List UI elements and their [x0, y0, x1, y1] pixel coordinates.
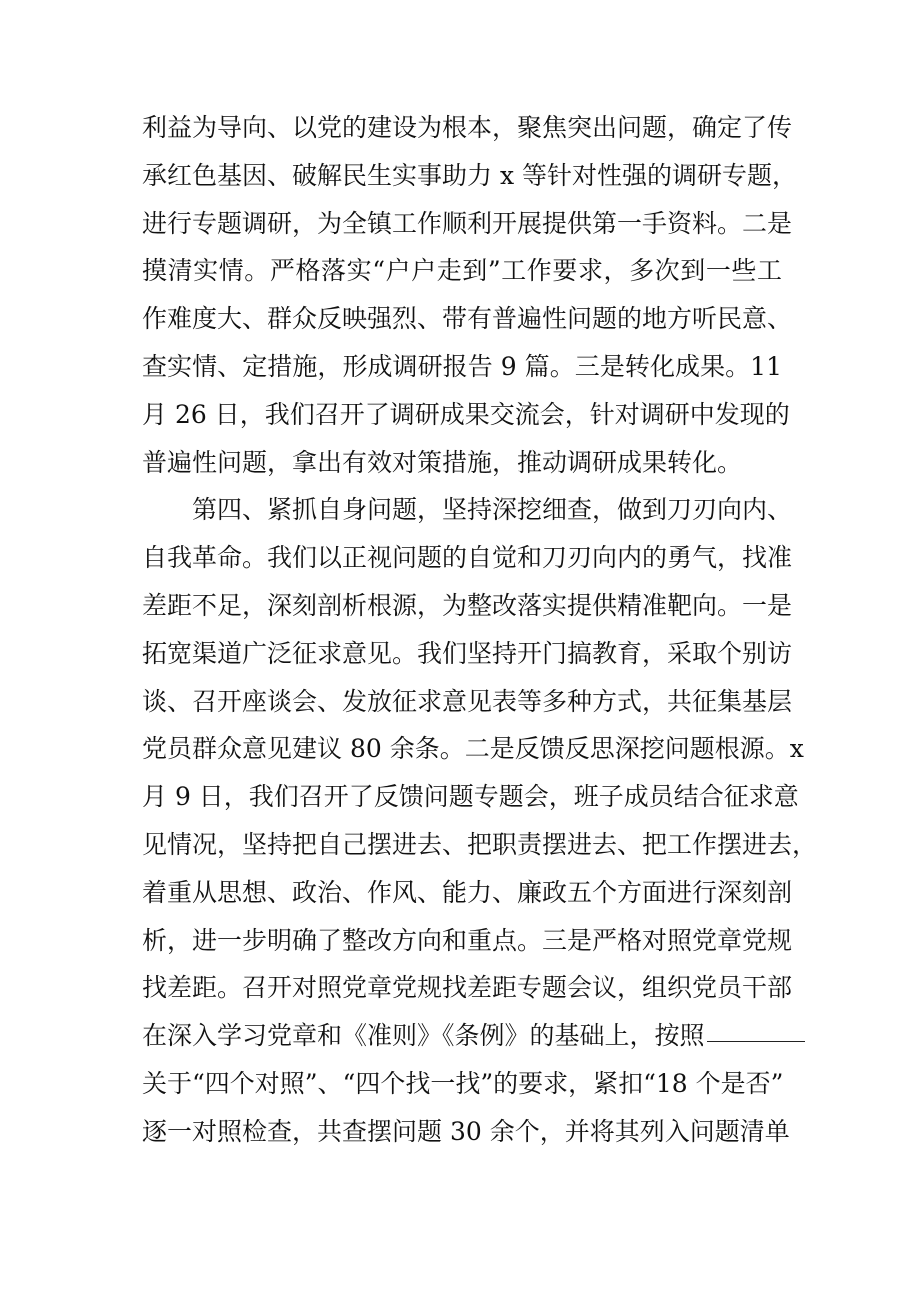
text-line: 找差距。召开对照党章党规找差距专题会议，组织党员干部: [142, 973, 793, 1003]
text-line: 见情况，坚持把自己摆进去、把职责摆进去、把工作摆进去，: [142, 829, 818, 859]
fill-in-blank: [707, 1041, 805, 1042]
text-line: 党员群众意见建议 80 余条。二是反馈反思深挖问题根源。x: [142, 734, 804, 764]
text-line: 月 26 日，我们召开了调研成果交流会，针对调研中发现的: [142, 399, 790, 429]
text-segment: 在深入学习党章和《准则》《条例》的基础上，按照: [142, 1021, 705, 1051]
text-line: 进行专题调研，为全镇工作顺利开展提供第一手资料。二是: [142, 208, 793, 238]
text-line: 自我革命。我们以正视问题的自觉和刀刃向内的勇气，找准: [142, 543, 793, 573]
text-line: 谈、召开座谈会、发放征求意见表等多种方式，共征集基层: [142, 686, 793, 716]
text-line: 摸清实情。严格落实“户户走到”工作要求，多次到一些工: [142, 256, 782, 286]
text-line: 利益为导向、以党的建设为根本，聚焦突出问题，确定了传: [142, 113, 793, 142]
body-text: [142, 104, 818, 1156]
text-line: 作难度大、群众反映强烈、带有普遍性问题的地方听民意、: [142, 304, 793, 334]
text-line: 析，进一步明确了整改方向和重点。三是严格对照党章党规: [142, 925, 793, 955]
text-line: 关于“四个对照”、“四个找一找”的要求，紧扣“18 个是否”: [142, 1068, 784, 1098]
text-line: 着重从思想、政治、作风、能力、廉政五个方面进行深刻剖: [142, 877, 793, 907]
text-line-with-blank: [142, 1012, 782, 1060]
text-line: 承红色基因、破解民生实事助力 x 等针对性强的调研专题，: [142, 160, 797, 190]
text-line: 逐一对照检查，共查摆问题 30 余个，并将其列入问题清单: [142, 1116, 790, 1146]
text-line: 月 9 日，我们召开了反馈问题专题会，班子成员结合征求意: [142, 782, 799, 812]
text-line: 差距不足，深刻剖析根源，为整改落实提供精准靶向。一是: [142, 590, 793, 620]
text-line: 拓宽渠道广泛征求意见。我们坚持开门搞教育，采取个别访: [142, 638, 793, 668]
text-line: 查实情、定措施，形成调研报告 9 篇。三是转化成果。11: [142, 351, 782, 381]
paragraph-end-line: 普遍性问题，拿出有效对策措施，推动调研成果转化。: [142, 447, 743, 477]
paragraph-start-line: 第四、紧抓自身问题，坚持深挖细查，做到刀刃向内、: [192, 495, 793, 525]
